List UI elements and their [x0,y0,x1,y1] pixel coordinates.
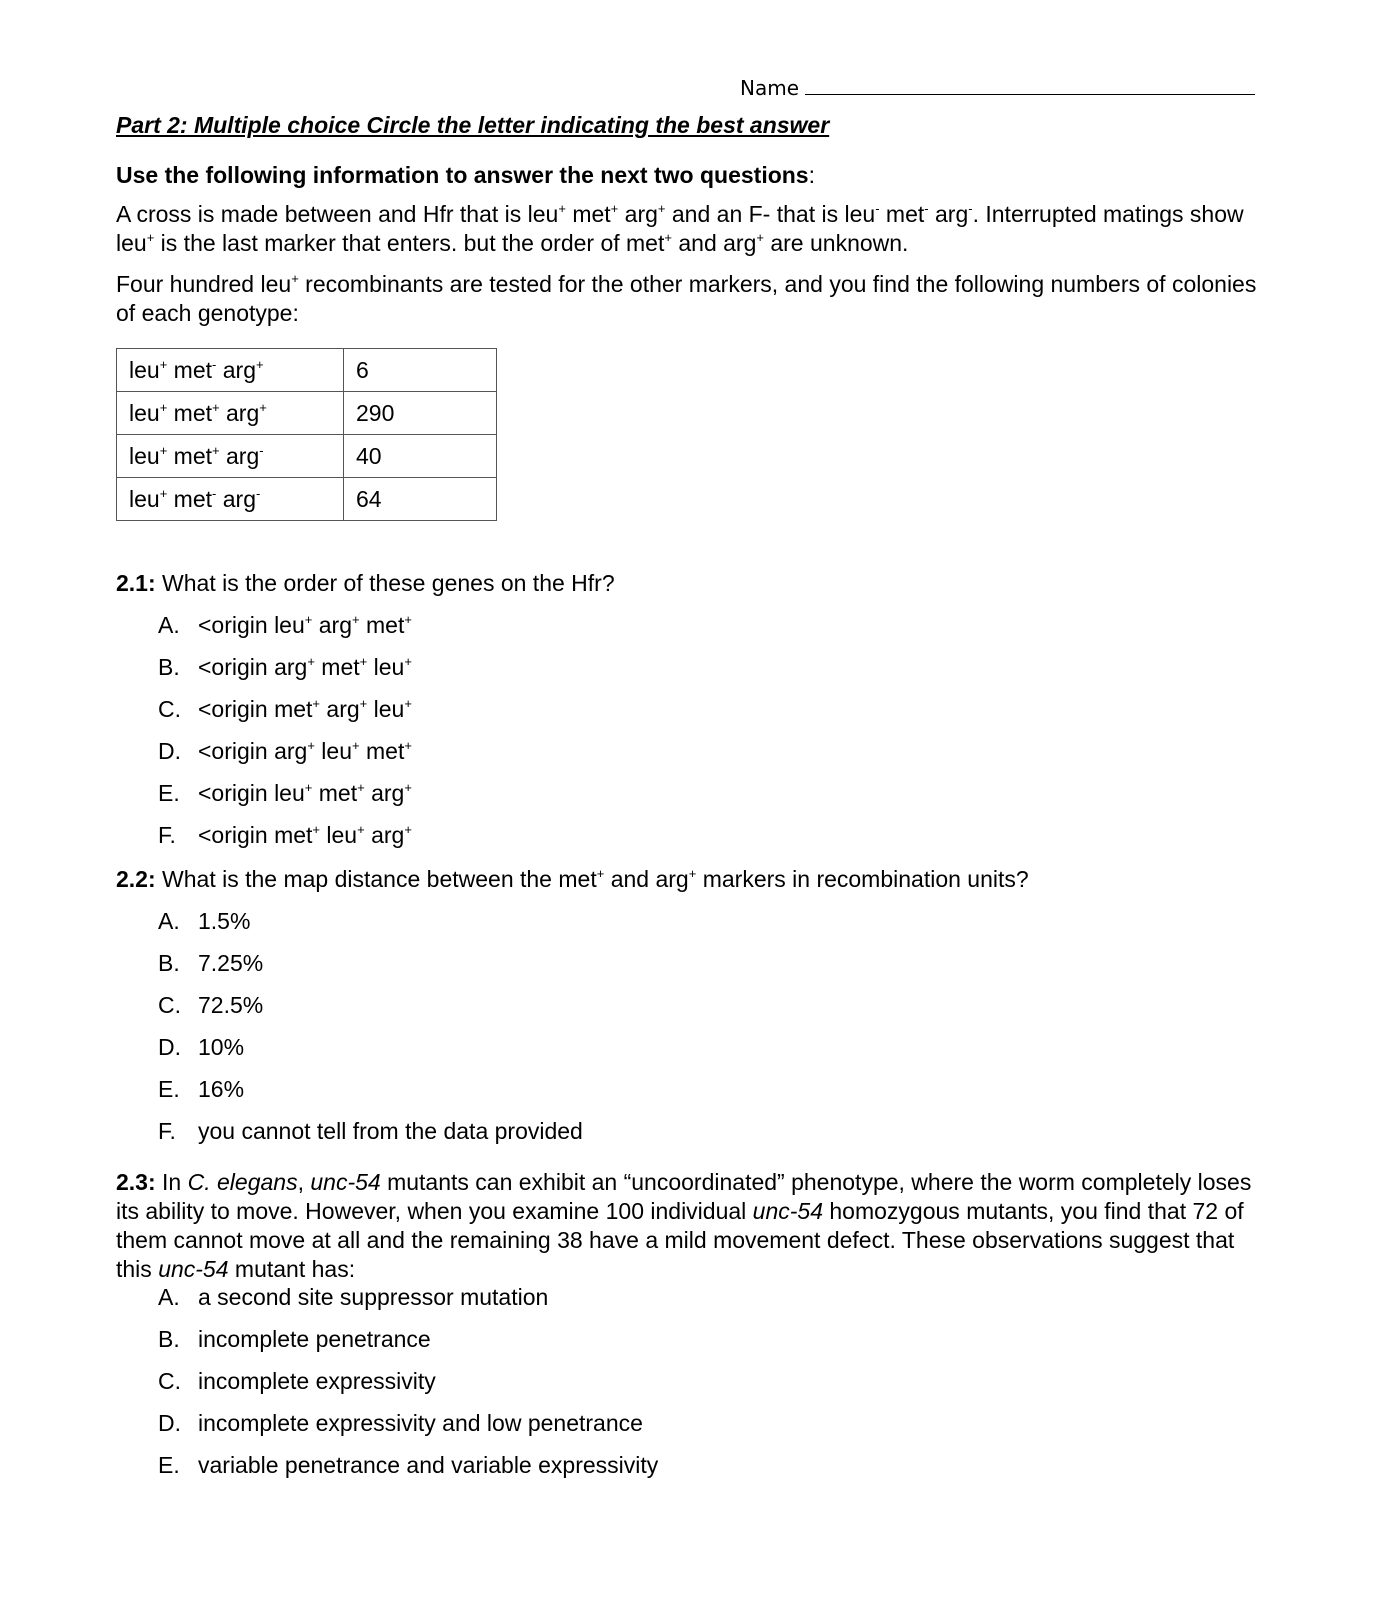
cross-description: A cross is made between and Hfr that is leu+ met+ arg+ and an F- that is leu- met- arg-. Interrupted matings show leu+ is the last marker that enters. but the order of met+ and arg+ are unknown. [116,201,1244,256]
option-2-2-a[interactable]: A. 1.5% [158,908,251,934]
recombinants-description: Four hundred leu+ recombinants are tested for the other markers, and you find the following numbers of colonies of each genotype: [116,271,1257,326]
question-2-3: 2.3: In C. elegans, unc-54 mutants can exhibit an “uncoordinated” phenotype, where the worm completely loses its ability to move. However, when you examine 100 individual unc-54 homozygous mutants, you find that 72 of them cannot move at all and the remaining 38 have a mild movement defect. These observations suggest that this unc-54 mutant has: [116,1169,1252,1282]
option-2-1-a[interactable]: A. <origin leu+ arg+ met+ [158,612,412,638]
genotype-cell: leu+ met+ arg+ [117,392,344,435]
option-2-2-b[interactable]: B. 7.25% [158,950,264,976]
option-2-2-f[interactable]: F. you cannot tell from the data provided [158,1118,583,1144]
name-blank-line[interactable] [805,72,1255,95]
name-field[interactable] [740,72,1255,100]
genotype-cell: leu+ met+ arg- [117,435,344,478]
genotype-cell: leu+ met- arg+ [117,349,344,392]
option-2-1-e[interactable]: E. <origin leu+ met+ arg+ [158,780,412,806]
option-2-2-c[interactable]: C. 72.5% [158,992,264,1018]
count-cell: 290 [344,392,497,435]
table-row [117,349,497,392]
option-2-3-c[interactable]: C. incomplete expressivity [158,1368,436,1394]
count-cell: 64 [344,478,497,521]
table-row [117,435,497,478]
option-2-2-e[interactable]: E. 16% [158,1076,245,1102]
part-title: Part 2: Multiple choice Circle the letter indicating the best answer [116,112,830,138]
question-2-1: 2.1: What is the order of these genes on the Hfr? [116,570,615,596]
intro-instruction: Use the following information to answer the next two questions: [116,162,815,188]
option-2-1-b[interactable]: B. <origin arg+ met+ leu+ [158,654,412,680]
question-2-2: 2.2: What is the map distance between the met+ and arg+ markers in recombination units? [116,866,1029,892]
option-2-3-a[interactable]: A. a second site suppressor mutation [158,1284,549,1310]
option-2-1-f[interactable]: F. <origin met+ leu+ arg+ [158,822,412,848]
option-2-3-b[interactable]: B. incomplete penetrance [158,1326,431,1352]
option-2-2-d[interactable]: D. 10% [158,1034,245,1060]
option-2-3-e[interactable]: E. variable penetrance and variable expressivity [158,1452,659,1478]
option-2-1-d[interactable]: D. <origin arg+ leu+ met+ [158,738,412,764]
genotype-cell: leu+ met- arg- [117,478,344,521]
option-2-1-c[interactable]: C. <origin met+ arg+ leu+ [158,696,412,722]
genotype-table [116,348,497,521]
table-row [117,478,497,521]
count-cell: 40 [344,435,497,478]
name-label: Name [740,76,800,100]
table-row [117,392,497,435]
count-cell: 6 [344,349,497,392]
option-2-3-d[interactable]: D. incomplete expressivity and low penetrance [158,1410,643,1436]
